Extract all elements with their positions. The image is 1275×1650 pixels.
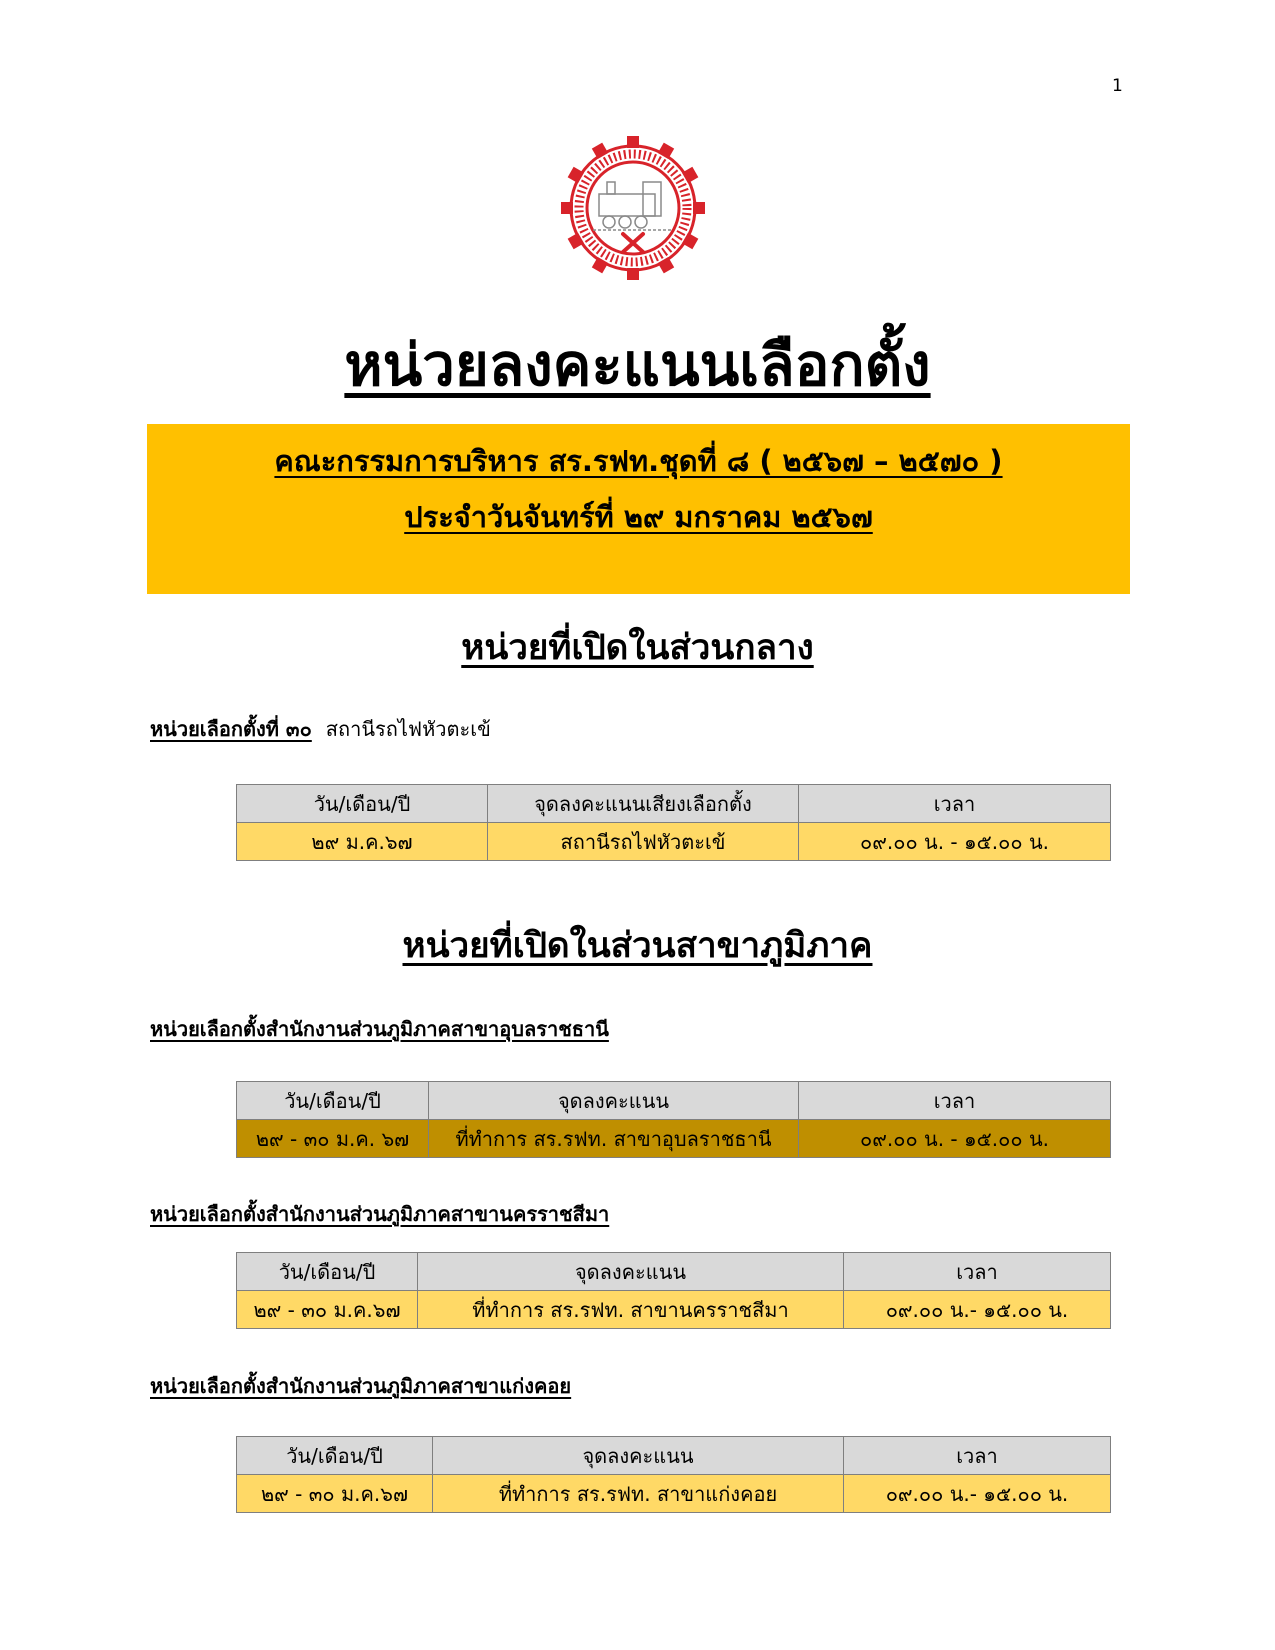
cell-date: ๒๙ - ๓๐ ม.ค.๖๗ <box>237 1291 418 1329</box>
table-header-row <box>237 1253 1111 1291</box>
cell-location: ที่ทำการ สร.รฟท. สาขาอุบลราชธานี <box>429 1120 799 1158</box>
table-header-row <box>237 785 1111 823</box>
ubon-unit-label-text: หน่วยเลือกตั้งสำนักงานส่วนภูมิภาคสาขาอุบลราชธานี <box>150 1017 609 1041</box>
cell-location: ที่ทำการ สร.รฟท. สาขานครราชสีมา <box>418 1291 844 1329</box>
ubon-schedule-table <box>236 1081 1111 1158</box>
table-header-row <box>237 1082 1111 1120</box>
central-section-heading: หน่วยที่เปิดในส่วนกลาง <box>461 628 814 668</box>
table-header-row <box>237 1437 1111 1475</box>
cell-time: ๐๙.๐๐ น.- ๑๕.๐๐ น. <box>844 1291 1111 1329</box>
header-time: เวลา <box>799 1082 1111 1120</box>
header-location: จุดลงคะแนน <box>433 1437 844 1475</box>
kaeng-khoi-schedule-table <box>236 1436 1111 1513</box>
cell-date: ๒๙ ม.ค.๖๗ <box>237 823 488 861</box>
header-location: จุดลงคะแนนเสียงเลือกตั้ง <box>488 785 799 823</box>
page-title: หน่วยลงคะแนนเลือกตั้ง <box>344 331 931 399</box>
cell-date: ๒๙ - ๓๐ ม.ค. ๖๗ <box>237 1120 429 1158</box>
central-unit-station: สถานีรถไฟหัวตะเข้ <box>325 717 491 741</box>
header-time: เวลา <box>844 1253 1111 1291</box>
regional-section-heading: หน่วยที่เปิดในส่วนสาขาภูมิภาค <box>402 926 873 966</box>
kaeng-khoi-unit-label-text: หน่วยเลือกตั้งสำนักงานส่วนภูมิภาคสาขาแก่งคอย <box>150 1374 572 1398</box>
nakhon-ratchasima-unit-label-text: หน่วยเลือกตั้งสำนักงานส่วนภูมิภาคสาขานครราชสีมา <box>150 1202 610 1226</box>
nakhon-ratchasima-schedule-table <box>236 1252 1111 1329</box>
ubon-unit-label <box>150 1013 609 1045</box>
cell-time: ๐๙.๐๐ น. - ๑๕.๐๐ น. <box>799 823 1111 861</box>
nakhon-ratchasima-unit-label <box>150 1198 609 1230</box>
table-row <box>237 823 1111 861</box>
union-emblem-logo <box>558 133 708 283</box>
central-unit-label <box>150 713 491 745</box>
banner-committee-line: คณะกรรมการบริหาร สร.รฟท.ชุดที่ ๘ ( ๒๕๖๗ – ๒๕๗๐ ) <box>274 444 1003 478</box>
central-unit-number: หน่วยเลือกตั้งที่ ๓๐ <box>150 717 312 741</box>
cell-time: ๐๙.๐๐ น.- ๑๕.๐๐ น. <box>844 1475 1111 1513</box>
cell-location: ที่ทำการ สร.รฟท. สาขาแก่งคอย <box>433 1475 844 1513</box>
header-date: วัน/เดือน/ปี <box>237 1437 433 1475</box>
header-date: วัน/เดือน/ปี <box>237 1082 429 1120</box>
central-schedule-table <box>236 784 1111 861</box>
cell-location: สถานีรถไฟหัวตะเข้ <box>488 823 799 861</box>
cell-time: ๐๙.๐๐ น. - ๑๕.๐๐ น. <box>799 1120 1111 1158</box>
table-row <box>237 1291 1111 1329</box>
header-time: เวลา <box>844 1437 1111 1475</box>
header-location: จุดลงคะแนน <box>418 1253 844 1291</box>
page-number: 1 <box>1112 76 1123 96</box>
header-date: วัน/เดือน/ปี <box>237 1253 418 1291</box>
header-time: เวลา <box>799 785 1111 823</box>
kaeng-khoi-unit-label <box>150 1370 571 1402</box>
header-location: จุดลงคะแนน <box>429 1082 799 1120</box>
header-date: วัน/เดือน/ปี <box>237 785 488 823</box>
table-row <box>237 1120 1111 1158</box>
banner-date-line: ประจำวันจันทร์ที่ ๒๙ มกราคม ๒๕๖๗ <box>404 500 873 534</box>
table-row <box>237 1475 1111 1513</box>
committee-banner <box>147 424 1130 594</box>
cell-date: ๒๙ - ๓๐ ม.ค.๖๗ <box>237 1475 433 1513</box>
